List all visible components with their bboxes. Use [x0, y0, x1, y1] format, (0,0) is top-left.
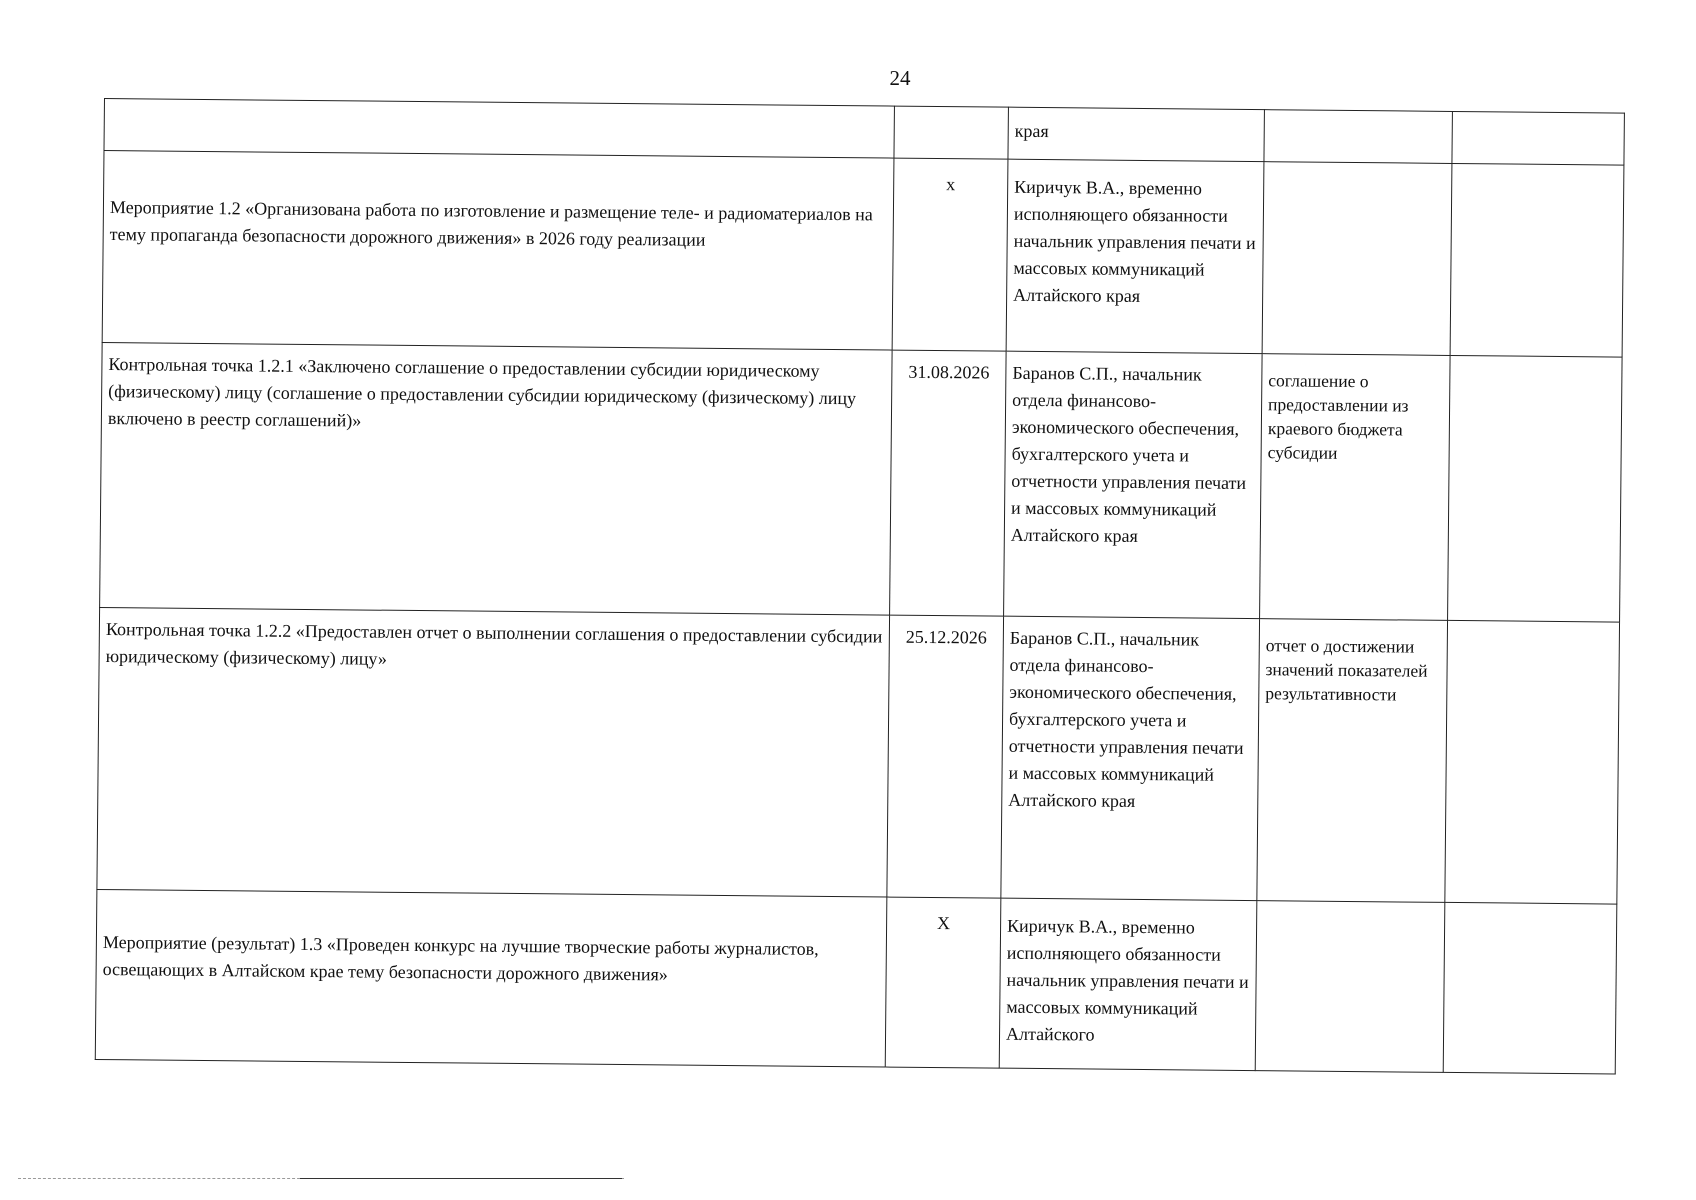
- event-cell: Мероприятие (результат) 1.3 «Проведен конкурс на лучшие творческие работы журналистов, освещающих в Алтайском крае тему безопасности дорожного движения»: [95, 889, 887, 1067]
- responsible-cell: Баранов С.П., начальник отдела финансово-экономического обеспечения, бухгалтерского учета и отчетности управления печати и массовых коммуникаций Алтайского края: [1004, 351, 1263, 618]
- document-cell: [1262, 162, 1452, 356]
- responsible-cell: края: [1008, 107, 1264, 161]
- document-cell: соглашение о предоставлении из краевого бюджета субсидии: [1260, 354, 1451, 621]
- date-cell: 25.12.2026: [887, 615, 1004, 898]
- responsible-cell: Баранов С.П., начальник отдела финансово-экономического обеспечения, бухгалтерского учета и отчетности управления печати и массовых коммуникаций Алтайского края: [1001, 616, 1260, 900]
- document-cell: [1264, 110, 1452, 164]
- footer-rule: [300, 1178, 622, 1179]
- extra-cell: [1443, 902, 1617, 1074]
- date-cell: X: [885, 897, 1001, 1068]
- responsible-cell: Киричук В.А., временно исполняющего обязанности начальник управления печати и массовых коммуникаций Алтайского: [999, 898, 1257, 1070]
- extra-cell: [1450, 163, 1624, 357]
- document-cell: [1255, 901, 1445, 1073]
- date-cell: [894, 106, 1008, 159]
- extra-cell: [1445, 620, 1620, 904]
- event-cell: Контрольная точка 1.2.1 «Заключено соглашение о предоставлении субсидии юридическому (физическому) лицу (соглашение о предоставлении субсидии юридическому (физическому) лицу включено в реестр соглашений)»: [100, 342, 893, 615]
- table-row: [100, 342, 1622, 622]
- event-cell: Контрольная точка 1.2.2 «Предоставлен отчет о выполнении соглашения о предоставлении субсидии юридическому (физическому) лицу»: [97, 607, 890, 897]
- document-cell: отчет о достижении значений показателей результативности: [1257, 619, 1448, 903]
- table-row: [95, 889, 1617, 1074]
- extra-cell: [1452, 111, 1624, 165]
- extra-cell: [1448, 355, 1623, 622]
- plan-table: [95, 98, 1625, 1075]
- page-number: 24: [889, 66, 911, 90]
- responsible-cell: Киричук В.А., временно исполняющего обязанности начальник управления печати и массовых коммуникаций Алтайского края: [1006, 159, 1264, 353]
- table-row: [97, 607, 1620, 904]
- date-cell: x: [892, 158, 1008, 351]
- date-cell: 31.08.2026: [890, 350, 1007, 616]
- event-cell: Мероприятие 1.2 «Организована работа по изготовление и размещение теле- и радиоматериалов на тему пропаганда безопасности дорожного движения» в 2026 году реализации: [102, 151, 894, 351]
- event-cell: [104, 99, 894, 159]
- table-row: [102, 151, 1624, 358]
